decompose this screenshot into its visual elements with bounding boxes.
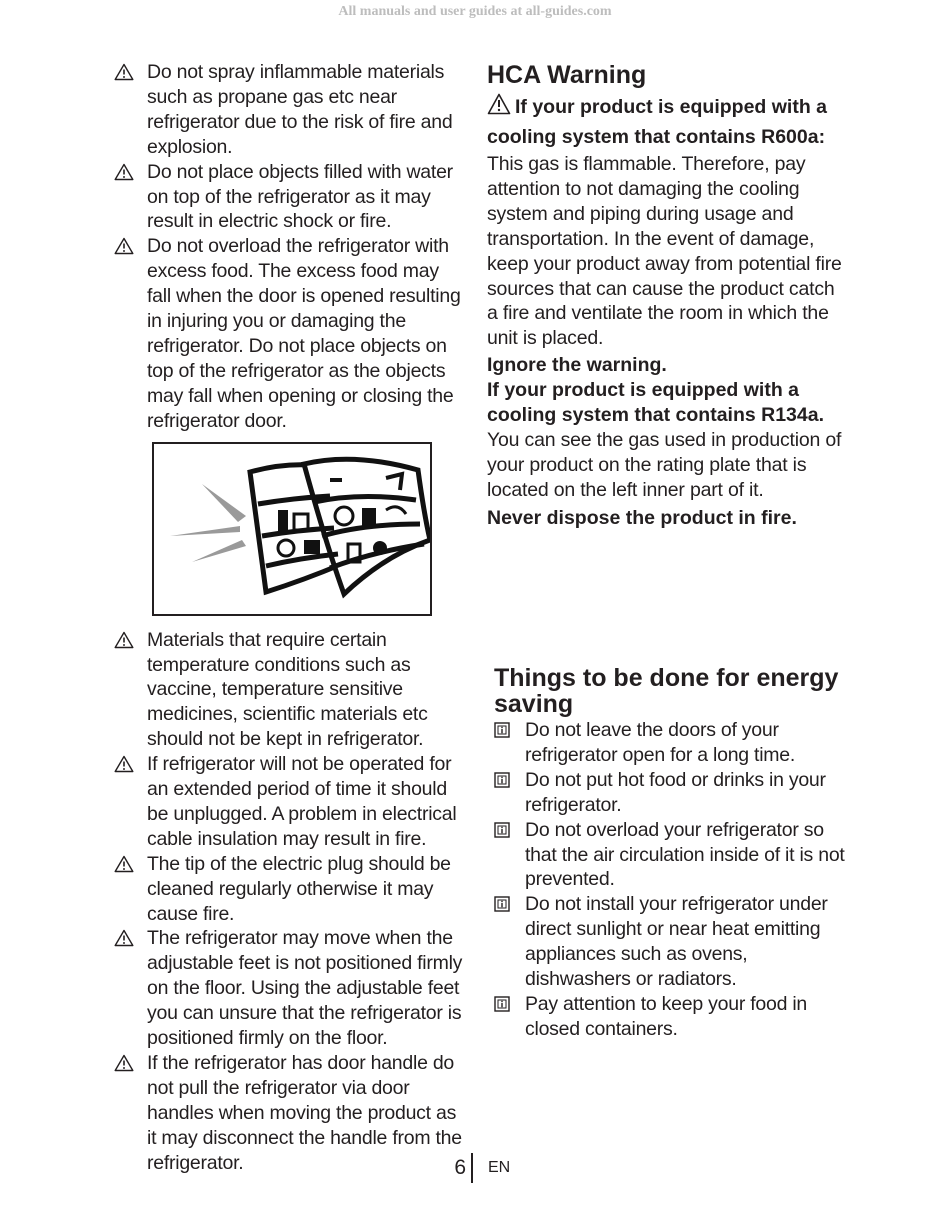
energy-item-text: Do not leave the doors of your refrigerator open for a long time. [525,719,796,766]
warning-triangle-icon [487,93,511,115]
energy-item [487,992,847,1042]
info-icon [494,772,510,788]
refrigerator-drawing [154,444,430,614]
energy-item-text: Do not overload your refrigerator so that the air circulation inside of it is not prevented. [525,818,845,891]
warning-triangle-icon [114,755,134,773]
energy-item-text: Do not install your refrigerator under direct sunlight or near heat emitting appliances such as ovens, dishwashers or radiators. [525,893,828,991]
r134a-text: You can see the gas used in production of your product on the rating plate that is located on the left inner part of it. [487,429,842,502]
overloaded-refrigerator-illustration [152,442,432,616]
language-code: EN [488,1159,511,1176]
warning-triangle-icon [114,237,134,255]
warning-item [114,628,464,753]
warning-text: If the refrigerator has door handle do not pull the refrigerator via door handles when moving the product as it may disconnect the handle from the refrigerator. [147,1052,462,1174]
info-icon [494,896,510,912]
ignore-warning: Ignore the warning. [487,354,667,377]
energy-item [487,718,847,768]
warning-text: The tip of the electric plug should be cleaned regularly otherwise it may cause fire. [147,852,451,925]
watermark: All manuals and user guides at all-guides.com [338,4,612,19]
warning-triangle-icon [114,163,134,181]
energy-item-text: Pay attention to keep your food in closed containers. [525,992,808,1040]
warning-triangle-icon [114,63,134,81]
warning-text: Do not spray inflammable materials such as propane gas etc near refrigerator due to the risk of fire and explosion. [147,61,453,158]
warning-item [114,160,464,235]
energy-item [487,768,847,818]
r600a-heading-text: If your product is equipped with a cooling system that contains R600a: [487,96,828,148]
warning-item [114,60,464,160]
warning-text: Materials that require certain temperature conditions such as vaccine, temperature sensitive medicines, scientific materials etc should not be kept in refrigerator. [147,628,428,751]
r134a-heading: If your product is equipped with a cooling system that contains R134a. [487,379,825,427]
warning-item [114,234,464,433]
energy-title: Things to be done for energy saving [494,664,839,718]
warning-triangle-icon [114,855,134,873]
left-column [114,60,464,1176]
hca-section [487,60,847,531]
r600a-heading [487,92,847,152]
warning-text: Do not place objects filled with water on top of the refrigerator as it may result in electric shock or fire. [147,160,453,233]
warning-item [114,852,464,927]
warning-triangle-icon [114,1054,134,1072]
info-icon [494,722,510,738]
warning-item [114,1051,464,1176]
energy-item [487,892,847,992]
warning-text: If refrigerator will not be operated for an extended period of time it should be unplugged. A problem in electrical cable insulation may result in fire. [147,753,457,850]
never-dispose: Never dispose the product in fire. [487,506,797,529]
hca-title: HCA Warning [487,61,647,89]
footer-divider [471,1153,473,1183]
warning-item [114,752,464,852]
warning-text: Do not overload the refrigerator with excess food. The excess food may fall when the door is opened resulting in injuring you or damaging the refrigerator. Do not place objects on top of the refrigerator as the objects may fall when opening or closing the refrigerator door. [147,235,461,432]
warning-item [114,926,464,1051]
warning-list-bottom [114,628,464,1176]
energy-item-text: Do not put hot food or drinks in your refrigerator. [525,768,826,816]
energy-list [487,718,847,1042]
info-icon [494,996,510,1012]
energy-item [487,818,847,893]
page-number: 6 [454,1156,466,1179]
warning-list-top [114,60,464,434]
warning-triangle-icon [114,631,134,649]
warning-text: The refrigerator may move when the adjustable feet is not positioned firmly on the floor. Using the adjustable feet you can unsure that the refrigerator is positioned firmly on the floor. [147,927,463,1050]
r600a-text: This gas is flammable. Therefore, pay attention to not damaging the cooling system and piping during usage and transportation. In the event of damage, keep your product away from potential fire sources that can cause the product catch a fire and ventilate the room in which the unit is placed. [487,153,842,350]
info-icon [494,822,510,838]
warning-triangle-icon [114,929,134,947]
